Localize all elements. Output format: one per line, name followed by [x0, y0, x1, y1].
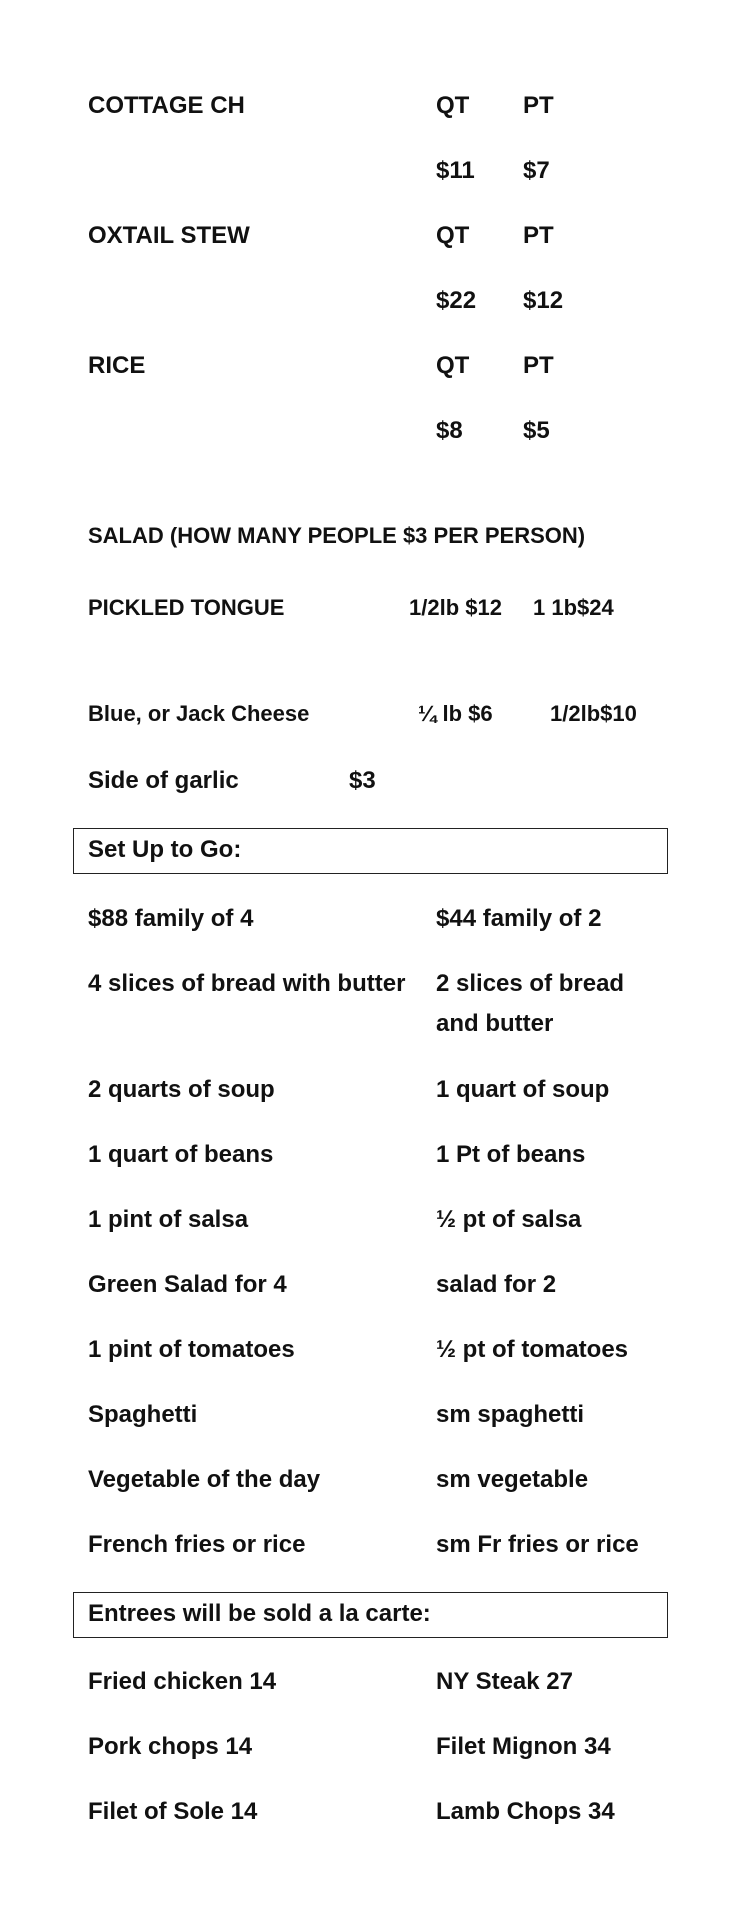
- entrees-heading: Entrees will be sold a la carte:: [88, 1600, 431, 1627]
- entree-item: Filet of Sole 14: [88, 1798, 258, 1825]
- entree-item: Pork chops 14: [88, 1733, 253, 1760]
- pt-label: PT: [523, 352, 554, 379]
- setup-family4-item: French fries or rice: [88, 1531, 306, 1558]
- setup-family2-item: sm spaghetti: [436, 1401, 585, 1428]
- setup-family4-item: 2 quarts of soup: [88, 1076, 275, 1103]
- setup-heading: Set Up to Go:: [88, 836, 242, 863]
- cheese-quarter-price: ¼ lb $6: [418, 701, 493, 726]
- garlic-price: $3: [349, 767, 376, 794]
- entree-item: NY Steak 27: [436, 1668, 573, 1695]
- item-name: RICE: [88, 352, 146, 379]
- qt-label: QT: [436, 222, 470, 249]
- setup-family4-item: 1 quart of beans: [88, 1141, 274, 1168]
- pt-price: $12: [523, 287, 564, 314]
- qt-label: QT: [436, 352, 470, 379]
- qt-label: QT: [436, 92, 470, 119]
- pt-price: $7: [523, 157, 550, 184]
- setup-family2-item: $44 family of 2: [436, 905, 602, 932]
- entree-item: Filet Mignon 34: [436, 1733, 611, 1760]
- setup-family2-item: ½ pt of salsa: [436, 1206, 582, 1233]
- setup-family4-item: Vegetable of the day: [88, 1466, 321, 1493]
- entree-item: Lamb Chops 34: [436, 1798, 615, 1825]
- pt-price: $5: [523, 417, 550, 444]
- pt-label: PT: [523, 92, 554, 119]
- setup-family4-item: Green Salad for 4: [88, 1271, 287, 1298]
- setup-family4-item: Spaghetti: [88, 1401, 198, 1428]
- setup-family2-item: 2 slices of bread: [436, 970, 625, 997]
- pickled-tongue-full-price: 1 1b$24: [533, 595, 614, 620]
- item-name: OXTAIL STEW: [88, 222, 250, 249]
- setup-family4-item: 1 pint of tomatoes: [88, 1336, 295, 1363]
- garlic-name: Side of garlic: [88, 767, 239, 794]
- setup-family2-item: sm Fr fries or rice: [436, 1531, 639, 1558]
- qt-price: $22: [436, 287, 477, 314]
- setup-family4-item: $88 family of 4: [88, 905, 254, 932]
- setup-family2-item: 1 quart of soup: [436, 1076, 610, 1103]
- pickled-tongue-name: PICKLED TONGUE: [88, 595, 285, 620]
- qt-price: $11: [436, 157, 475, 184]
- setup-family4-item: 4 slices of bread with butter: [88, 970, 406, 997]
- cheese-name: Blue, or Jack Cheese: [88, 701, 310, 726]
- setup-family2-item: and butter: [436, 1010, 554, 1037]
- setup-family2-item: sm vegetable: [436, 1466, 589, 1493]
- qt-price: $8: [436, 417, 463, 444]
- setup-family2-item: salad for 2: [436, 1271, 557, 1298]
- pickled-tongue-half-price: 1/2lb $12: [409, 595, 502, 620]
- entree-item: Fried chicken 14: [88, 1668, 277, 1695]
- cheese-half-price: 1/2lb$10: [550, 701, 637, 726]
- pt-label: PT: [523, 222, 554, 249]
- setup-family2-item: 1 Pt of beans: [436, 1141, 586, 1168]
- setup-family4-item: 1 pint of salsa: [88, 1206, 249, 1233]
- salad-line: SALAD (HOW MANY PEOPLE $3 PER PERSON): [88, 523, 586, 548]
- setup-family2-item: ½ pt of tomatoes: [436, 1336, 629, 1363]
- item-name: COTTAGE CH: [88, 92, 245, 119]
